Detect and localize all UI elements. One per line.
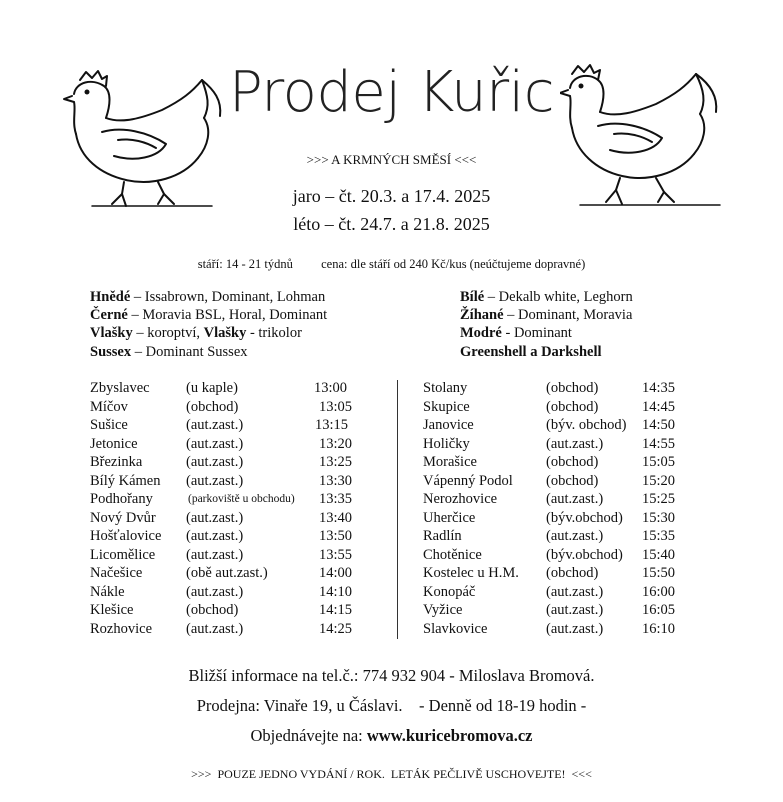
stop-time: 13:50 [319, 528, 353, 544]
bottom-note: >>> POUZE JEDNO VYDÁNÍ / ROK. LETÁK PEČLIVĚ USCHOVEJTE! <<< [191, 767, 592, 781]
price-info: cena: dle stáří od 240 Kč/kus (neúčtujeme dopravné) [321, 257, 586, 271]
breed-item: Bílé – Dekalb white, Leghorn [460, 289, 633, 305]
stop-location: (obchod) [546, 565, 599, 581]
stop-location: (aut.zast.) [186, 620, 244, 637]
stop-location: (aut.zast.) [186, 583, 244, 600]
stop-place: Míčov [90, 398, 128, 415]
stop-location: (aut.zast.) [546, 435, 604, 452]
stop-time: 14:25 [319, 620, 353, 637]
stop-location: (parkoviště u obchodu) [188, 493, 295, 505]
stop-place: Hošťalovice [90, 528, 162, 544]
stop-location: (aut.zast.) [186, 509, 244, 526]
info-line [0, 257, 783, 272]
stop-time: 13:35 [319, 491, 353, 507]
stop-time: 15:25 [642, 491, 676, 507]
stop-time: 15:20 [642, 472, 676, 489]
stop-time: 14:00 [319, 565, 353, 581]
breed-item: Greenshell a Darkshell [460, 344, 602, 360]
stop-time: 15:30 [642, 509, 676, 526]
stop-time: 15:40 [642, 546, 676, 563]
stop-place: Jetonice [90, 435, 138, 452]
order-line [0, 726, 783, 746]
stop-location: (obchod) [546, 454, 599, 470]
website-link[interactable]: www.kuricebromova.cz [366, 726, 533, 745]
stop-place: Načešice [90, 565, 143, 581]
stop-location: (aut.zast.) [546, 491, 604, 507]
stop-place: Radlín [423, 528, 462, 544]
stop-time: 16:05 [642, 602, 676, 618]
stop-place: Podhořany [90, 491, 153, 507]
stop-location: (obchod) [546, 398, 599, 415]
stop-place: Morašice [423, 454, 477, 470]
stop-place: Nerozhovice [423, 491, 498, 507]
stop-place: Sušice [90, 417, 128, 433]
stop-place: Bílý Kámen [90, 472, 161, 489]
stop-time: 13:20 [319, 435, 353, 452]
stop-place: Janovice [423, 417, 474, 433]
stop-time: 15:50 [642, 565, 676, 581]
stop-time: 15:05 [642, 454, 676, 470]
stop-location: (obchod) [186, 602, 239, 618]
breed-item: Hnědé – Issabrown, Dominant, Lohman [90, 289, 326, 305]
breed-item: Černé – Moravia BSL, Horal, Dominant [90, 307, 328, 323]
stop-place: Kostelec u H.M. [423, 565, 519, 581]
stop-time: 14:10 [319, 583, 353, 600]
stop-time: 13:55 [319, 546, 353, 563]
shop-info: Prodejna: Vinaře 19, u Čáslavi. - Denně od 18-19 hodin - [196, 696, 587, 715]
stop-location: (u kaple) [186, 380, 238, 396]
stop-location: (býv. obchod) [546, 417, 627, 433]
stop-location: (aut.zast.) [186, 435, 244, 452]
stop-location: (aut.zast.) [546, 602, 604, 618]
stop-time: 13:25 [319, 454, 353, 470]
stop-location: (aut.zast.) [186, 528, 244, 544]
stop-location: (aut.zast.) [186, 472, 244, 489]
stop-location: (aut.zast.) [186, 546, 244, 563]
contact-info: Bližší informace na tel.č.: 774 932 904 - Miloslava Bromová. [188, 666, 595, 685]
stop-location: (aut.zast.) [186, 454, 244, 470]
breed-item: Žíhané – Dominant, Moravia [460, 307, 633, 323]
stop-place: Stolany [423, 380, 468, 396]
stop-time: 13:05 [319, 398, 353, 415]
stop-time: 13:40 [319, 509, 353, 526]
age-info: stáří: 14 - 21 týdnů [197, 257, 293, 271]
stop-time: 14:50 [642, 417, 676, 433]
stop-time: 13:30 [319, 472, 353, 489]
stop-place: Nový Dvůr [90, 509, 156, 526]
stop-location: (aut.zast.) [546, 528, 604, 544]
season-spring: jaro – čt. 20.3. a 17.4. 2025 [292, 186, 491, 206]
stop-location: (obchod) [546, 380, 599, 396]
stop-location: (obchod) [546, 472, 599, 489]
stop-time: 16:00 [642, 583, 676, 600]
stop-place: Vápenný Podol [423, 472, 513, 489]
stop-time: 16:10 [642, 620, 676, 637]
stop-time: 15:35 [642, 528, 676, 544]
stop-place: Zbyslavec [90, 380, 150, 396]
breed-item: Sussex – Dominant Sussex [90, 344, 248, 360]
stop-place: Březinka [90, 454, 143, 470]
column-divider [397, 380, 398, 639]
breed-item: Modré - Dominant [460, 325, 572, 341]
breed-item: Vlašky – koroptví, Vlašky - trikolor [90, 325, 302, 341]
stop-location: (obchod) [186, 398, 239, 415]
stop-location: (obě aut.zast.) [186, 565, 268, 581]
season-summer: léto – čt. 24.7. a 21.8. 2025 [293, 214, 490, 234]
stop-place: Uherčice [423, 509, 476, 526]
stop-time: 13:00 [314, 380, 348, 396]
stop-time: 14:45 [642, 398, 676, 415]
stop-place: Rozhovice [90, 620, 153, 637]
stop-location: (býv.obchod) [546, 509, 623, 526]
stop-location: (býv.obchod) [546, 546, 623, 563]
stop-place: Skupice [423, 398, 470, 415]
page-title: Prodej Kuřic [229, 60, 554, 125]
stop-place: Licomělice [90, 546, 156, 563]
stop-time: 14:55 [642, 435, 676, 452]
stop-place: Vyžice [423, 602, 463, 618]
stop-location: (aut.zast.) [546, 583, 604, 600]
stop-time: 14:35 [642, 380, 676, 396]
stop-place: Chotěnice [423, 546, 482, 563]
stop-time: 14:15 [319, 602, 353, 618]
stop-place: Klešice [90, 602, 134, 618]
stop-location: (aut.zast.) [546, 620, 604, 637]
stop-place: Holičky [423, 435, 470, 452]
stop-place: Konopáč [423, 583, 476, 600]
stop-place: Nákle [90, 583, 125, 600]
stop-time: 13:15 [315, 417, 349, 433]
stop-location: (aut.zast.) [186, 417, 244, 433]
subtitle: >>> A KRMNÝCH SMĚSÍ <<< [306, 152, 477, 167]
stop-place: Slavkovice [423, 620, 488, 637]
order-label: Objednávejte na: [250, 726, 367, 745]
